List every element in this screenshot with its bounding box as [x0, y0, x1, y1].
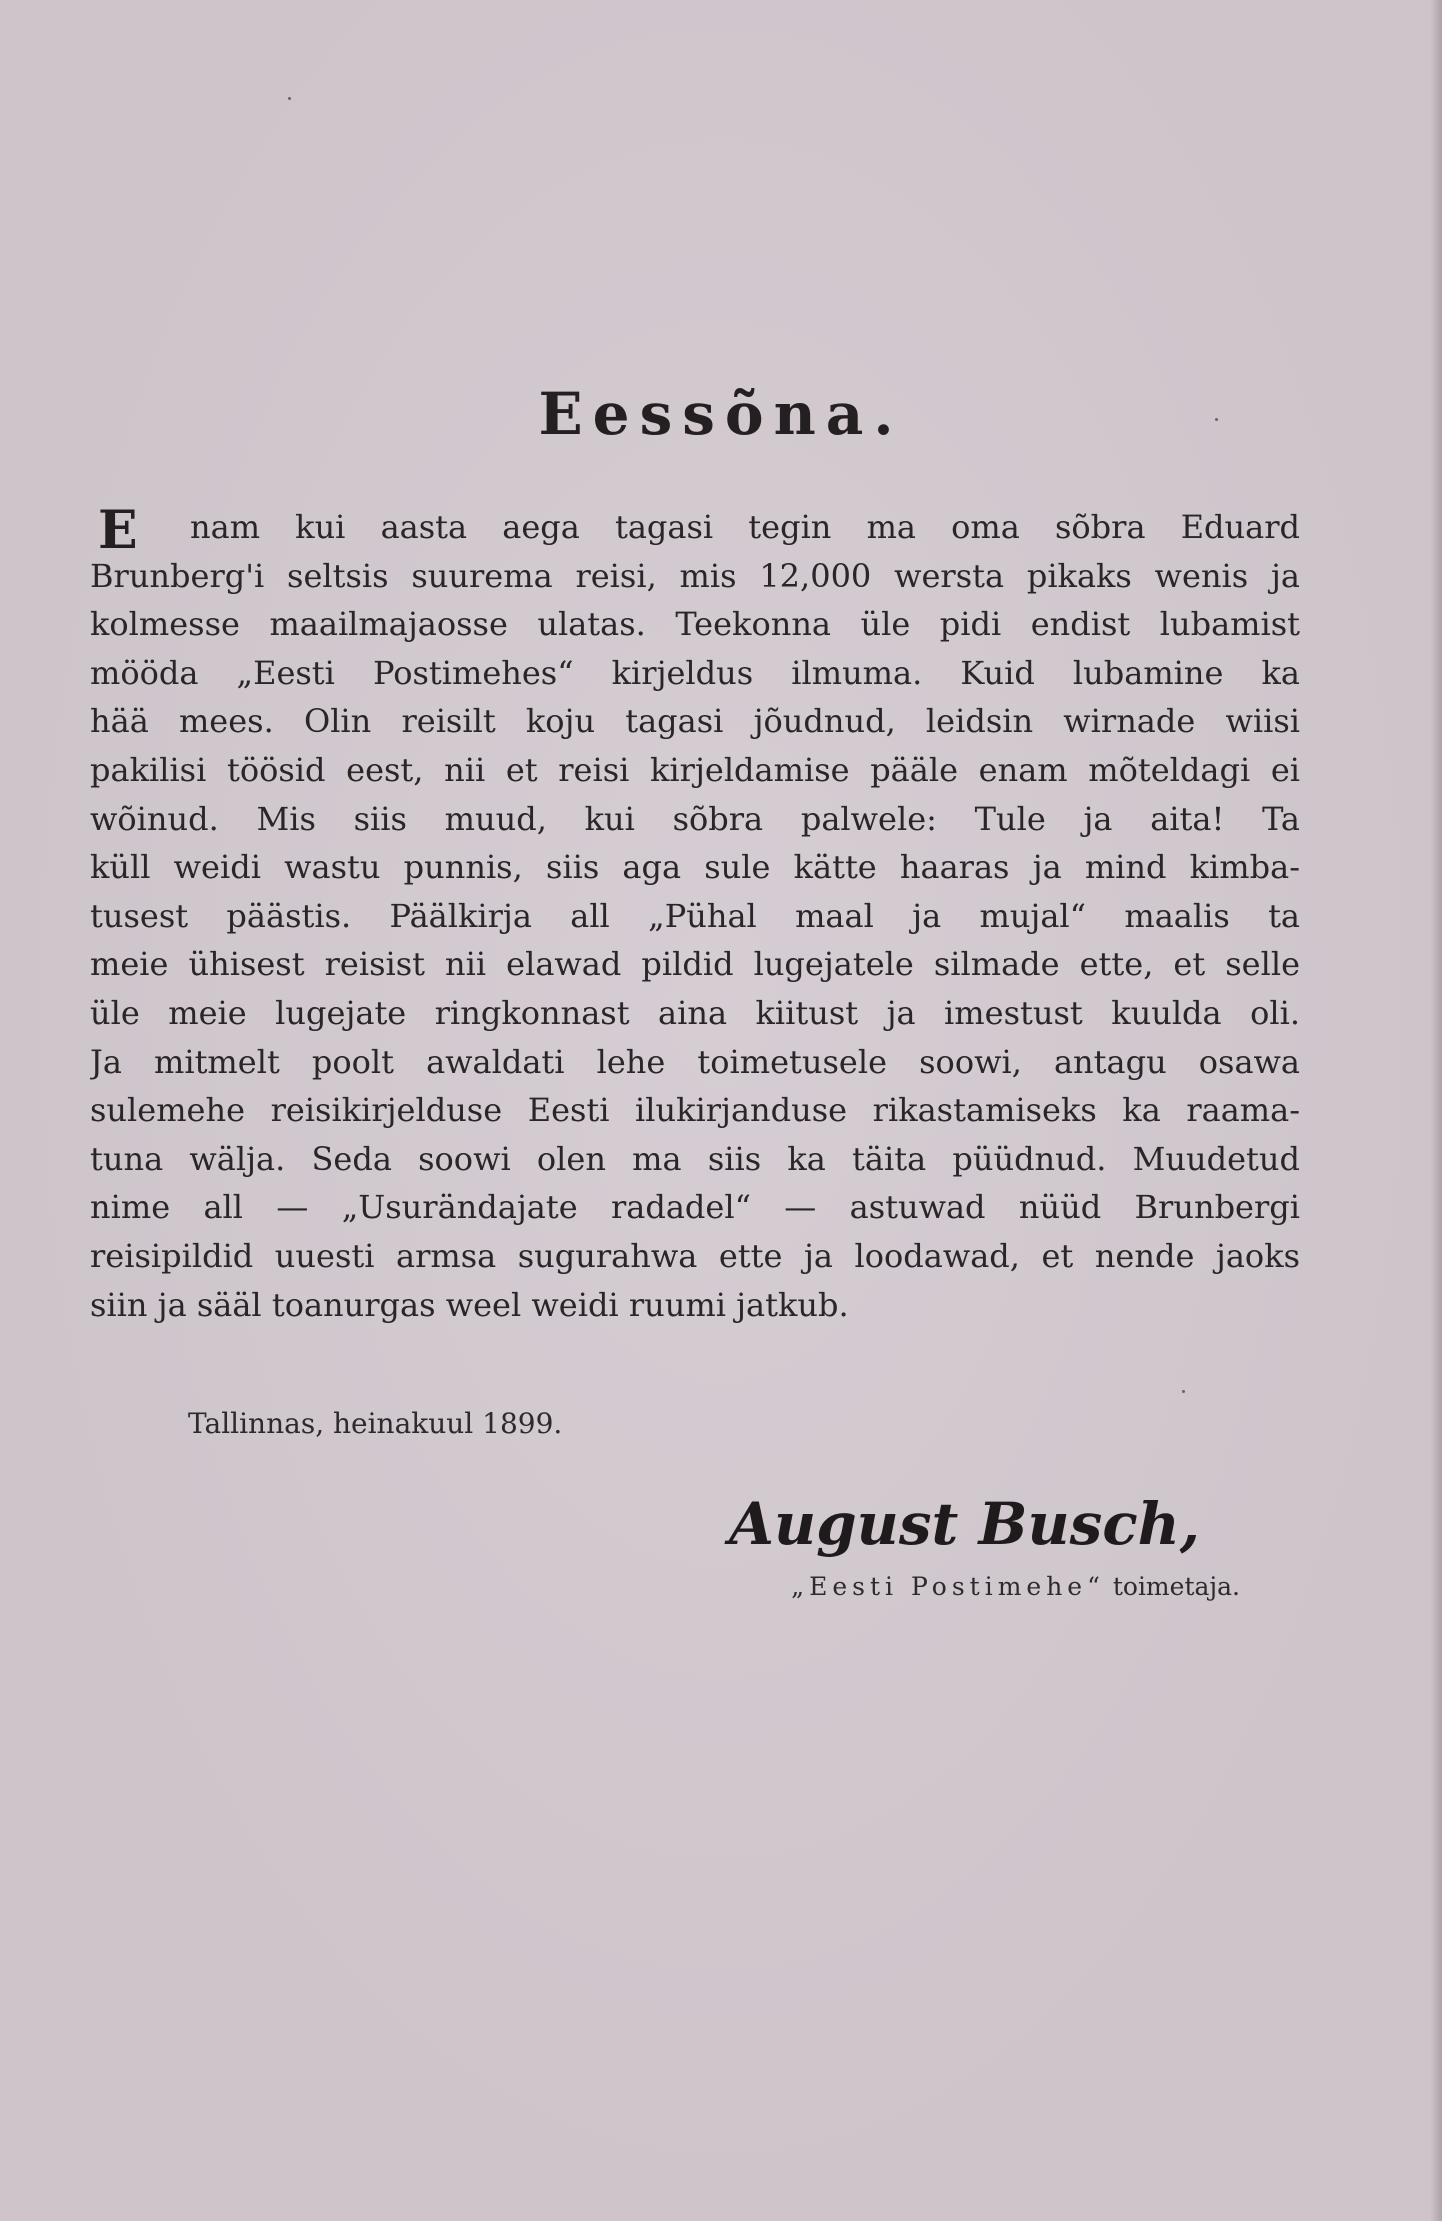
body-line: Ja mitmelt poolt awaldati lehe toimetusele soowi, antagu osawa — [90, 1042, 1300, 1081]
body-line: pakilisi töösid eest, nii et reisi kirjeldamise pääle enam mõteldagi ei — [90, 750, 1300, 789]
role-title: toimetaja. — [1112, 1572, 1240, 1601]
body-line: tusest päästis. Päälkirja all „Pühal maal ja mujal“ maalis ta — [90, 896, 1300, 935]
body-line: küll weidi wastu punnis, siis aga sule kätte haaras ja mind kimba- — [90, 848, 1300, 887]
body-line: siin ja sääl toanurgas weel weidi ruumi jatkub. — [90, 1285, 849, 1324]
foreword-body — [90, 503, 1300, 1329]
paper-speck — [288, 97, 291, 100]
body-line: reisipildid uuesti armsa sugurahwa ette ja loodawad, et nende jaoks — [90, 1236, 1300, 1275]
page-edge-shadow — [1430, 0, 1442, 2221]
body-line: üle meie lugejate ringkonnast aina kiitust ja imestust kuulda oli. — [90, 993, 1300, 1032]
paper-speck — [1182, 1390, 1185, 1393]
body-line: hää mees. Olin reisilt koju tagasi jõudnud, leidsin wirnade wiisi — [90, 702, 1300, 741]
newspaper-name: „Eesti Postimehe“ — [791, 1572, 1105, 1601]
body-line: nime all — „Usurändajate radadel“ — astuwad nüüd Brunbergi — [90, 1188, 1300, 1227]
drop-cap: E — [98, 500, 138, 561]
author-signature: August Busch, — [728, 1490, 1200, 1558]
body-line: Brunberg'i seltsis suurema reisi, mis 12,000 wersta pikaks wenis ja — [90, 556, 1300, 595]
page-title: Eessõna. — [538, 380, 904, 448]
body-line: meie ühisest reisist nii elawad pildid lugejatele silmade ette, et selle — [90, 945, 1300, 984]
place-date: Tallinnas, heinakuul 1899. — [188, 1407, 563, 1440]
author-role — [0, 1572, 1240, 1601]
body-line: kolmesse maailmajaosse ulatas. Teekonna üle pidi endist lubamist — [90, 605, 1300, 644]
body-line: mööda „Eesti Postimehes“ kirjeldus ilmuma. Kuid lubamine ka — [90, 653, 1300, 692]
paper-speck — [1215, 418, 1218, 421]
body-line: sulemehe reisikirjelduse Eesti ilukirjanduse rikastamiseks ka raama- — [90, 1091, 1300, 1130]
body-line: wõinud. Mis siis muud, kui sõbra palwele: Tule ja aita! Ta — [90, 799, 1300, 838]
body-line: tuna wälja. Seda soowi olen ma siis ka täita püüdnud. Muudetud — [90, 1139, 1300, 1178]
body-line: nam kui aasta aega tagasi tegin ma oma sõbra Eduard — [190, 508, 1300, 546]
